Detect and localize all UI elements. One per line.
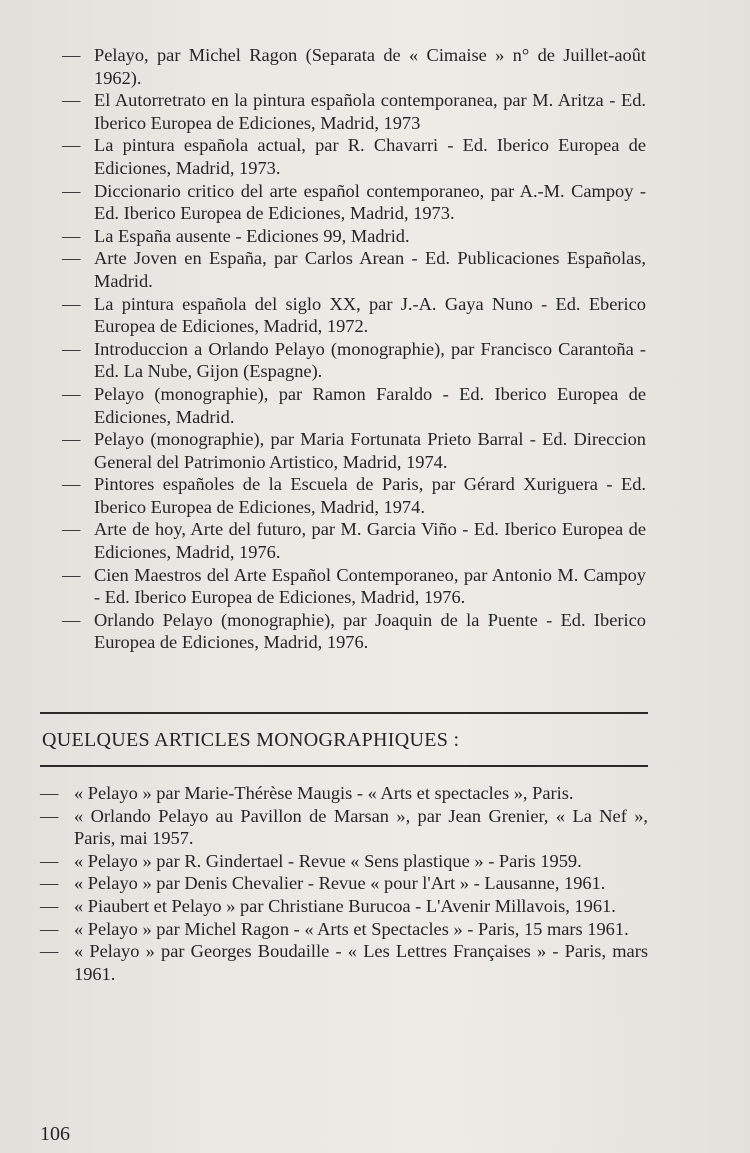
em-dash: — [40,918,59,939]
entry-text: « Piaubert et Pelayo » par Christiane Burucoa - L'Avenir Millavois, 1961. [74,895,616,916]
entry-text: La pintura española del siglo XX, par J.-A. Gaya Nuno - Ed. Eberico Europea de Ediciones, Madrid, 1972. [94,293,646,337]
entry-text: « Pelayo » par Marie-Thérèse Maugis - « Arts et spectacles », Paris. [74,783,574,803]
entry-text: Arte Joven en España, par Carlos Arean - Ed. Publicaciones Españolas, Madrid. [94,248,646,291]
em-dash: — [40,805,59,826]
em-dash: — [62,248,81,269]
section-heading: QUELQUES ARTICLES MONOGRAPHIQUES : [42,729,460,751]
list-item [40,872,648,895]
em-dash: — [62,519,81,540]
list-item [40,940,648,985]
em-dash: — [40,850,59,871]
em-dash: — [62,429,81,450]
list-item [62,44,646,89]
list-item [62,225,646,248]
list-item [40,895,648,918]
list-item [40,805,648,850]
list-item [62,89,646,134]
em-dash: — [62,293,81,314]
entry-text: Pelayo (monographie), par Maria Fortunata Prieto Barral - Ed. Direccion General del Patrimonio Artistico, Madrid, 1974. [94,429,646,472]
list-item [62,609,646,654]
page-number: 106 [40,1123,70,1145]
monographs-list [62,44,646,654]
list-item [62,428,646,473]
em-dash: — [62,383,81,404]
em-dash: — [40,783,59,803]
em-dash: — [40,941,59,962]
list-item [40,782,648,805]
entry-text: Diccionario critico del arte español contemporaneo, par A.-M. Campoy - Ed. Iberico Europea de Ediciones, Madrid, 1973. [94,180,646,224]
em-dash: — [62,225,81,246]
list-item [62,518,646,563]
entry-text: Arte de hoy, Arte del futuro, par M. Garcia Viño - Ed. Iberico Europea de Ediciones, Madrid, 1976. [94,519,646,563]
entry-text: « Pelayo » par R. Gindertael - Revue « Sens plastique » - Paris 1959. [74,850,582,871]
em-dash: — [62,609,81,630]
em-dash: — [62,338,81,359]
entry-text: La pintura española actual, par R. Chavarri - Ed. Iberico Europea de Ediciones, Madrid, 1973. [94,135,646,178]
em-dash: — [62,474,81,495]
entry-text: El Autorretrato en la pintura española contemporanea, par M. Aritza - Ed. Iberico Europea de Ediciones, Madrid, 1973 [94,90,646,133]
em-dash: — [62,135,81,156]
entry-text: Introduccion a Orlando Pelayo (monographie), par Francisco Carantoña - Ed. La Nube, Gijon (Espagne). [94,338,646,382]
em-dash: — [62,564,81,585]
entry-text: Orlando Pelayo (monographie), par Joaquin de la Puente - Ed. Iberico Europea de Ediciones, Madrid, 1976. [94,609,646,653]
entry-text: Cien Maestros del Arte Español Contemporaneo, par Antonio M. Campoy - Ed. Iberico Europea de Ediciones, Madrid, 1976. [94,564,646,608]
entry-text: Pelayo, par Michel Ragon (Separata de « Cimaise » n° de Juillet-août 1962). [94,45,646,88]
em-dash: — [62,45,81,65]
list-item [62,293,646,338]
entry-text: « Pelayo » par Georges Boudaille - « Les Lettres Françaises » - Paris, mars 1961. [74,941,648,984]
em-dash: — [62,90,81,111]
entry-text: Pelayo (monographie), par Ramon Faraldo - Ed. Iberico Europea de Ediciones, Madrid. [94,383,646,427]
list-item [40,850,648,873]
section-divider-bottom [40,765,648,767]
list-item [62,134,646,179]
list-item [62,564,646,609]
entry-text: Pintores españoles de la Escuela de Paris, par Gérard Xuriguera - Ed. Iberico Europea de Ediciones, Madrid, 1974. [94,474,646,517]
section-divider-top [40,712,648,714]
list-item [62,247,646,292]
articles-list [40,782,648,985]
entry-text: La España ausente - Ediciones 99, Madrid. [94,225,410,246]
entry-text: « Pelayo » par Denis Chevalier - Revue « pour l'Art » - Lausanne, 1961. [74,873,606,894]
em-dash: — [40,895,59,916]
list-item [62,338,646,383]
em-dash: — [40,873,59,894]
list-item [62,473,646,518]
entry-text: « Pelayo » par Michel Ragon - « Arts et Spectacles » - Paris, 15 mars 1961. [74,918,629,939]
entry-text: « Orlando Pelayo au Pavillon de Marsan », par Jean Grenier, « La Nef », Paris, mai 1957. [74,805,648,849]
list-item [40,918,648,941]
list-item [62,180,646,225]
em-dash: — [62,180,81,201]
list-item [62,383,646,428]
